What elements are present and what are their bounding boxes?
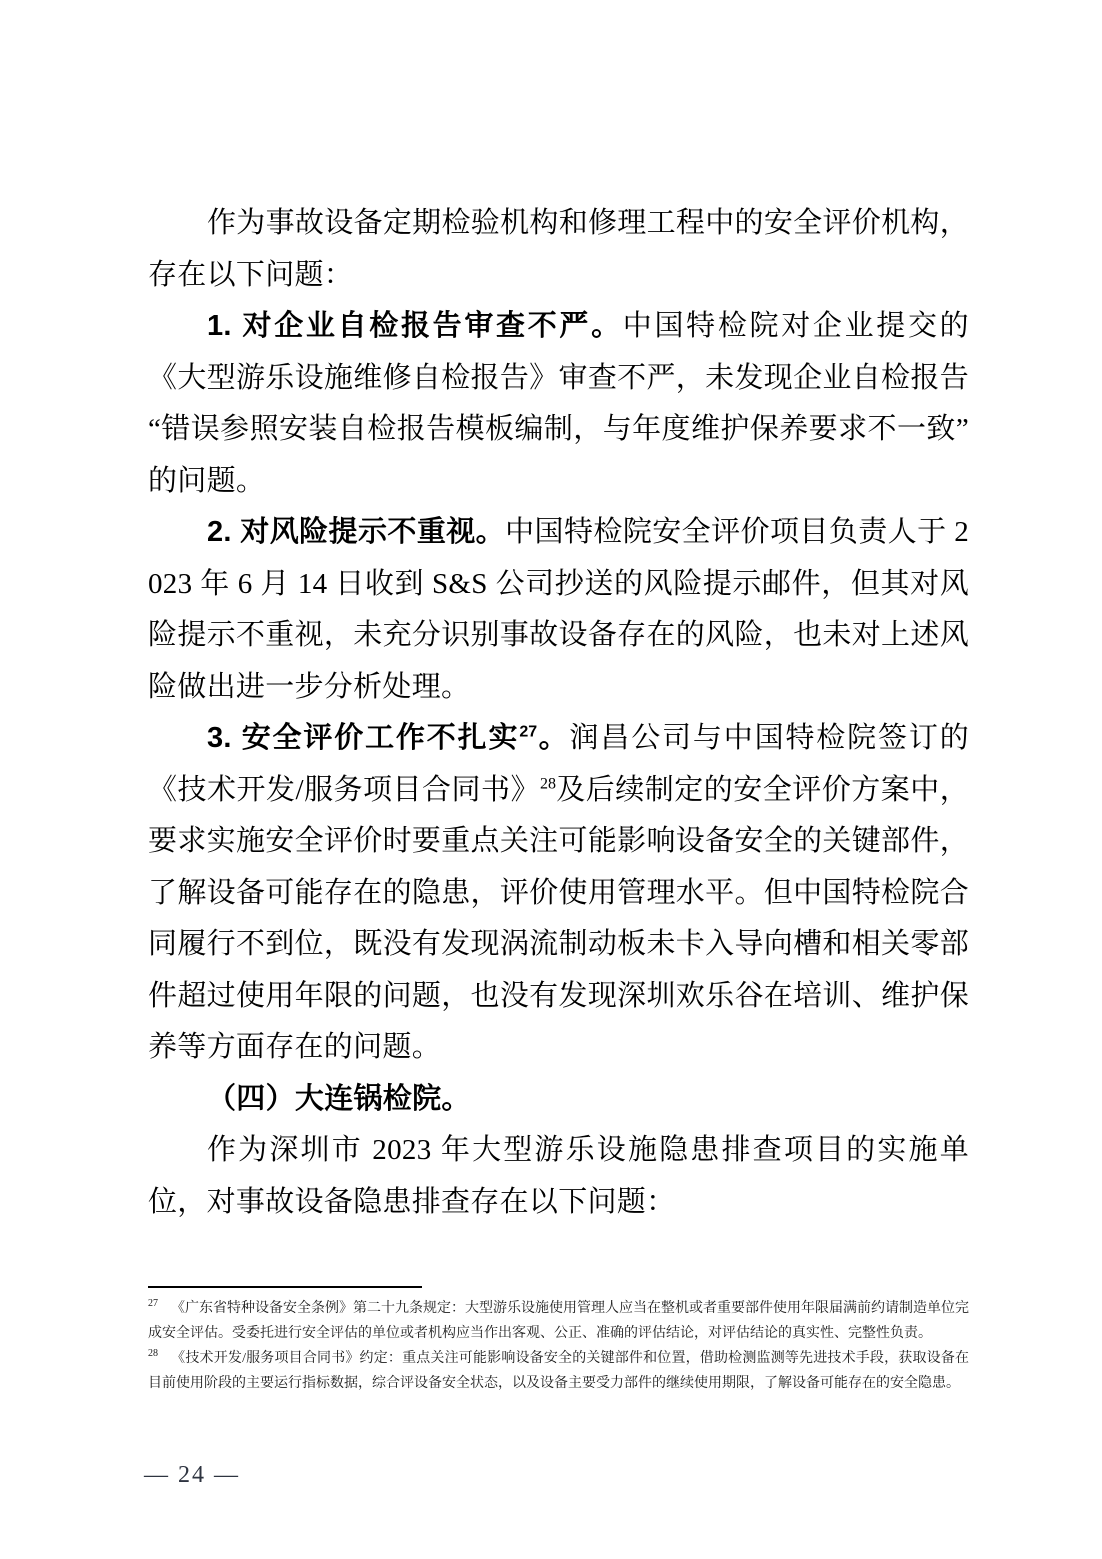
footnote-28: [148, 1346, 969, 1396]
paragraph-lead: 3. 安全评价工作不扎实: [207, 722, 520, 754]
page-number: — 24 —: [144, 1462, 240, 1488]
paragraph-closing: [148, 1125, 969, 1228]
paragraph-lead-period: 。: [537, 722, 570, 754]
paragraph-text: 中国特检院对企业提交的《大型游乐设施维修自检报告》审查不严，未发现企业自检报告“错误参照安装自检报告模板编制，与年度维护保养要求不一致”的问题。: [148, 310, 969, 497]
paragraph-lead: 2. 对风险提示不重视。: [207, 516, 506, 548]
paragraph-text: 润昌公司与中国特检院签订的《技术开发/服务项目合同书》: [148, 722, 970, 806]
footnote-ref-28: 28: [540, 774, 557, 792]
paragraph-text: 中国特检院安全评价项目负责人于 2023 年 6 月 14 日收到 S&S 公司抄送的风险提示邮件，但其对风险提示不重视，未充分识别事故设备存在的风险，也未对上述风险做出进一步分析处理。: [148, 516, 970, 703]
paragraph-text: 作为深圳市 2023 年大型游乐设施隐患排查项目的实施单位，对事故设备隐患排查存在以下问题：: [148, 1134, 969, 1218]
paragraph-item-1: [148, 301, 969, 507]
footnote-separator: [148, 1286, 422, 1288]
footnote-text: 《广东省特种设备安全条例》第二十九条规定：大型游乐设施使用管理人应当在整机或者重要部件使用年限届满前约请制造单位完成安全评估。受委托进行安全评估的单位或者机构应当作出客观、公正、准确的评估结论，对评估结论的真实性、完整性负责。: [148, 1301, 969, 1341]
footnote-ref-27: 27: [519, 723, 538, 741]
paragraph-text: 及后续制定的安全评价方案中，要求实施安全评价时要重点关注可能影响设备安全的关键部件，了解设备可能存在的隐患，评价使用管理水平。但中国特检院合同履行不到位，既没有发现涡流制动板未卡入导向槽和相关零部件超过使用年限的问题，也没有发现深圳欢乐谷在培训、维护保养等方面存在的问题。: [148, 773, 969, 1063]
footnote-text: 《技术开发/服务项目合同书》约定：重点关注可能影响设备安全的关键部件和位置，借助检测监测等先进技术手段，获取设备在目前使用阶段的主要运行指标数据，综合评设备安全状态，以及设备主要受力部件的继续使用期限，了解设备可能存在的安全隐患。: [148, 1351, 969, 1391]
paragraph-item-2: [148, 507, 969, 713]
paragraph-intro: [148, 198, 969, 301]
footnote-27: [148, 1296, 969, 1346]
footnote-marker-27: 27: [148, 1298, 158, 1310]
paragraph-lead: 1. 对企业自检报告审查不严。: [207, 310, 623, 342]
document-body: [148, 198, 969, 1228]
footnotes-section: [148, 1286, 969, 1396]
paragraph-item-3: [148, 713, 969, 1074]
paragraph-text: 作为事故设备定期检验机构和修理工程中的安全评价机构，存在以下问题：: [148, 207, 969, 291]
footnote-marker-28: 28: [148, 1348, 158, 1360]
section-heading-4: [148, 1074, 969, 1126]
section-heading-text: （四）大连锅检院。: [207, 1082, 471, 1115]
